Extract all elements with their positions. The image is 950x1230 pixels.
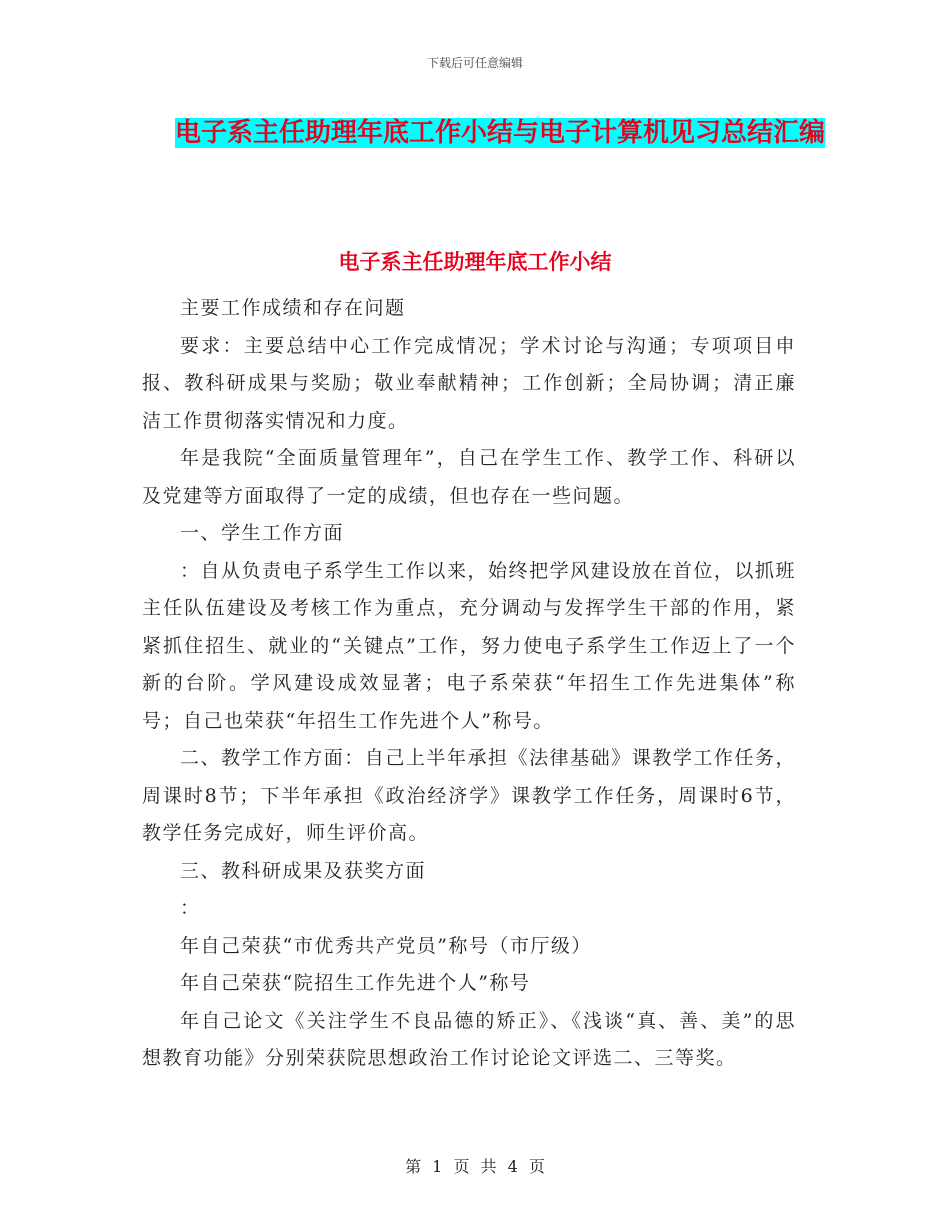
paragraph: 要求：主要总结中心工作完成情况；学术讨论与沟通；专项项目申报、教科研成果与奖励；敬业奉献精神；工作创新；全局协调；清正廉洁工作贯彻落实情况和力度。 (142, 334, 796, 432)
paragraph: 二、教学工作方面：自己上半年承担《法律基础》课教学工作任务，周课时8节；下半年承担《政治经济学》课教学工作任务，周课时6节，教学任务完成好，师生评价高。 (142, 747, 796, 844)
paragraph: 主要工作成绩和存在问题 (180, 297, 406, 319)
document-title (140, 110, 860, 156)
section-title: 电子系主任助理年底工作小结 (338, 250, 612, 274)
page-footer: 第 1 页 共 4 页 (405, 1157, 545, 1176)
paragraph: 年自己荣获“院招生工作先进个人”称号 (180, 972, 531, 994)
paragraph: 一、学生工作方面 (180, 522, 345, 544)
paragraph: ： (180, 897, 201, 919)
paragraph: 年自己论文《关注学生不良品德的矫正》、《浅谈“真、善、美”的思想教育功能》分别荣获院思想政治工作讨论论文评选二、三等奖。 (142, 1009, 796, 1069)
header-note: 下载后可任意编辑 (426, 56, 523, 70)
document-body (142, 290, 796, 1078)
paragraph: 三、教科研成果及获奖方面 (180, 859, 427, 882)
paragraph: 年是我院“全面质量管理年”，自己在学生工作、教学工作、科研以及党建等方面取得了一定的成绩，但也存在一些问题。 (142, 447, 796, 507)
paragraph: 年自己荣获“市优秀共产党员”称号（市厅级） (180, 934, 592, 957)
paragraph: ：自从负责电子系学生工作以来，始终把学风建设放在首位，以抓班主任队伍建设及考核工作为重点，充分调动与发挥学生干部的作用，紧紧抓住招生、就业的“关键点”工作，努力使电子系学生工作迈上了一个新的台阶。学风建设成效显著；电子系荣获“年招生工作先进集体”称号；自己也荣获“年招生工作先进个人”称号。 (142, 559, 796, 732)
document-title-text: 电子系主任助理年底工作小结与电子计算机见习总结汇编 (174, 118, 825, 148)
